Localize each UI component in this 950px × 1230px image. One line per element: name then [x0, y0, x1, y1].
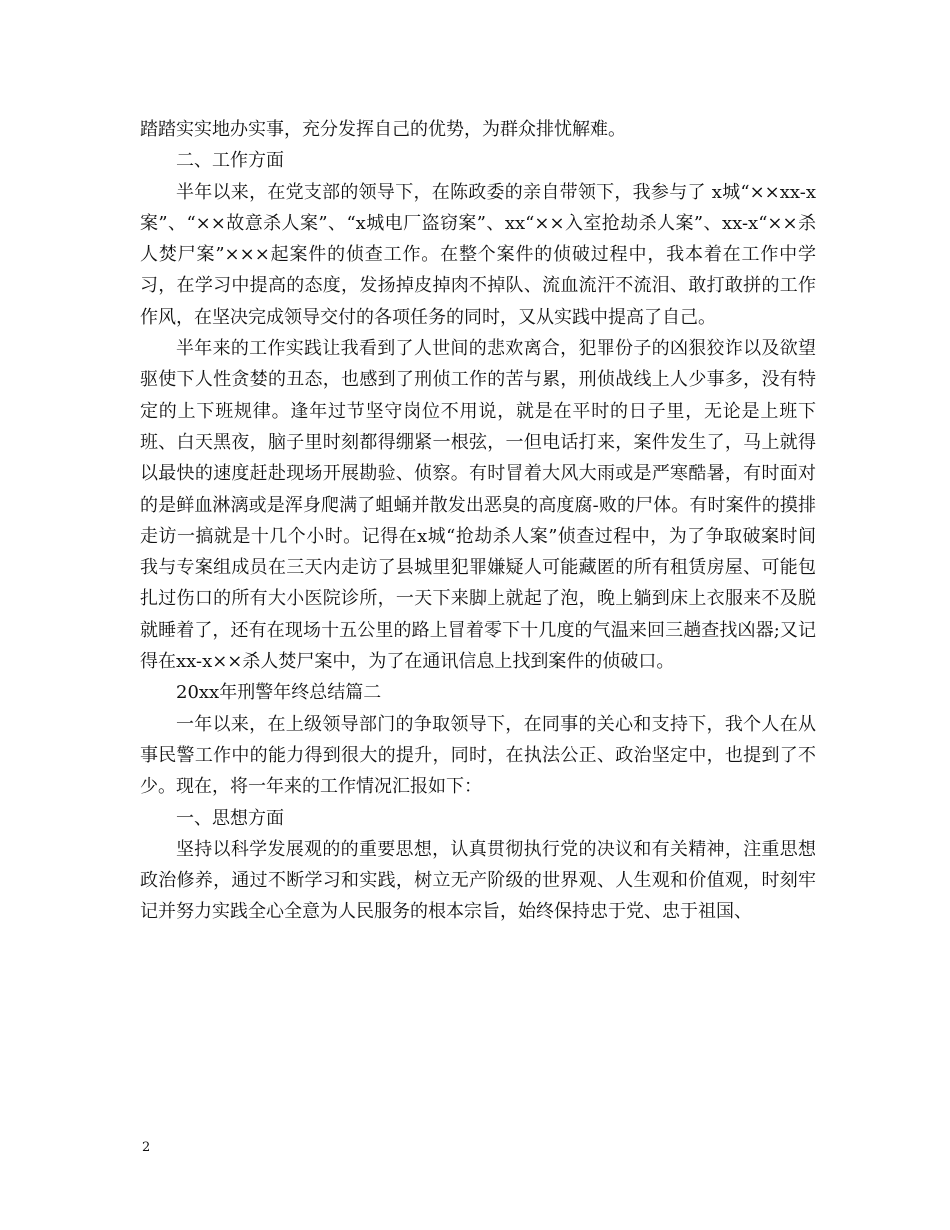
document-body [140, 114, 816, 928]
paragraph: 坚持以科学发展观的的重要思想，认真贯彻执行党的决议和有关精神，注重思想政治修养，通过不断学习和实践，树立无产阶级的世界观、人生观和价值观，时刻牢记并努力实践全心全意为人民服务的根本宗旨，始终保持忠于党、忠于祖国、 [140, 838, 816, 923]
paragraph: 半年以来，在党支部的领导下，在陈政委的亲自带领下，我参与了 x城“××xx-x案”、“××故意杀人案”、“x城电厂盗窃案”、xx“××入室抢劫杀人案”、xx-x“××杀人焚尸案”×××起案件的侦查工作。在整个案件的侦破过程中，我本着在工作中学习，在学习中提高的态度，发扬掉皮掉肉不掉队、流血流汗不流泪、敢打敢拼的工作作风，在坚决完成领导交付的各项任务的同时，又从实践中提高了自己。 [140, 181, 816, 328]
section-heading: 一、思想方面 [176, 807, 284, 829]
section-heading: 二、工作方面 [176, 150, 284, 172]
paragraph: 踏踏实实地办实事，充分发挥自己的优势，为群众排忧解难。 [140, 119, 626, 140]
page-number: 2 [142, 1140, 151, 1155]
paragraph: 一年以来，在上级领导部门的争取领导下，在同事的关心和支持下，我个人在从事民警工作中的能力得到很大的提升，同时，在执法公正、政治坚定中，也提到了不少。现在，将一年来的工作情况汇报如下： [140, 713, 816, 798]
article-title: 20xx年刑警年终总结篇二 [176, 682, 382, 704]
paragraph: 半年来的工作实践让我看到了人世间的悲欢离合，犯罪份子的凶狠狡诈以及欲望驱使下人性贪婪的丑态，也感到了刑侦工作的苦与累，刑侦战线上人少事多，没有特定的上下班规律。逢年过节坚守岗位不用说，就是在平时的日子里，无论是上班下班、白天黑夜，脑子里时刻都得绷紧一根弦，一但电话打来，案件发生了，马上就得以最快的速度赶赴现场开展勘验、侦察。有时冒着大风大雨或是严寒酷暑，有时面对的是鲜血淋漓或是浑身爬满了蛆蛹并散发出恶臭的高度腐-败的尸体。有时案件的摸排走访一搞就是十几个小时。记得在x城“抢劫杀人案”侦查过程中，为了争取破案时间我与专案组成员在三天内走访了县城里犯罪嫌疑人可能藏匿的所有租赁房屋、可能包扎过伤口的所有大小医院诊所，一天下来脚上就起了泡，晚上躺到床上衣服来不及脱就睡着了，还有在现场十五公里的路上冒着零下十几度的气温来回三趟查找凶器;又记得在xx-x××杀人焚尸案中，为了在通讯信息上找到案件的侦破口。 [140, 338, 816, 673]
